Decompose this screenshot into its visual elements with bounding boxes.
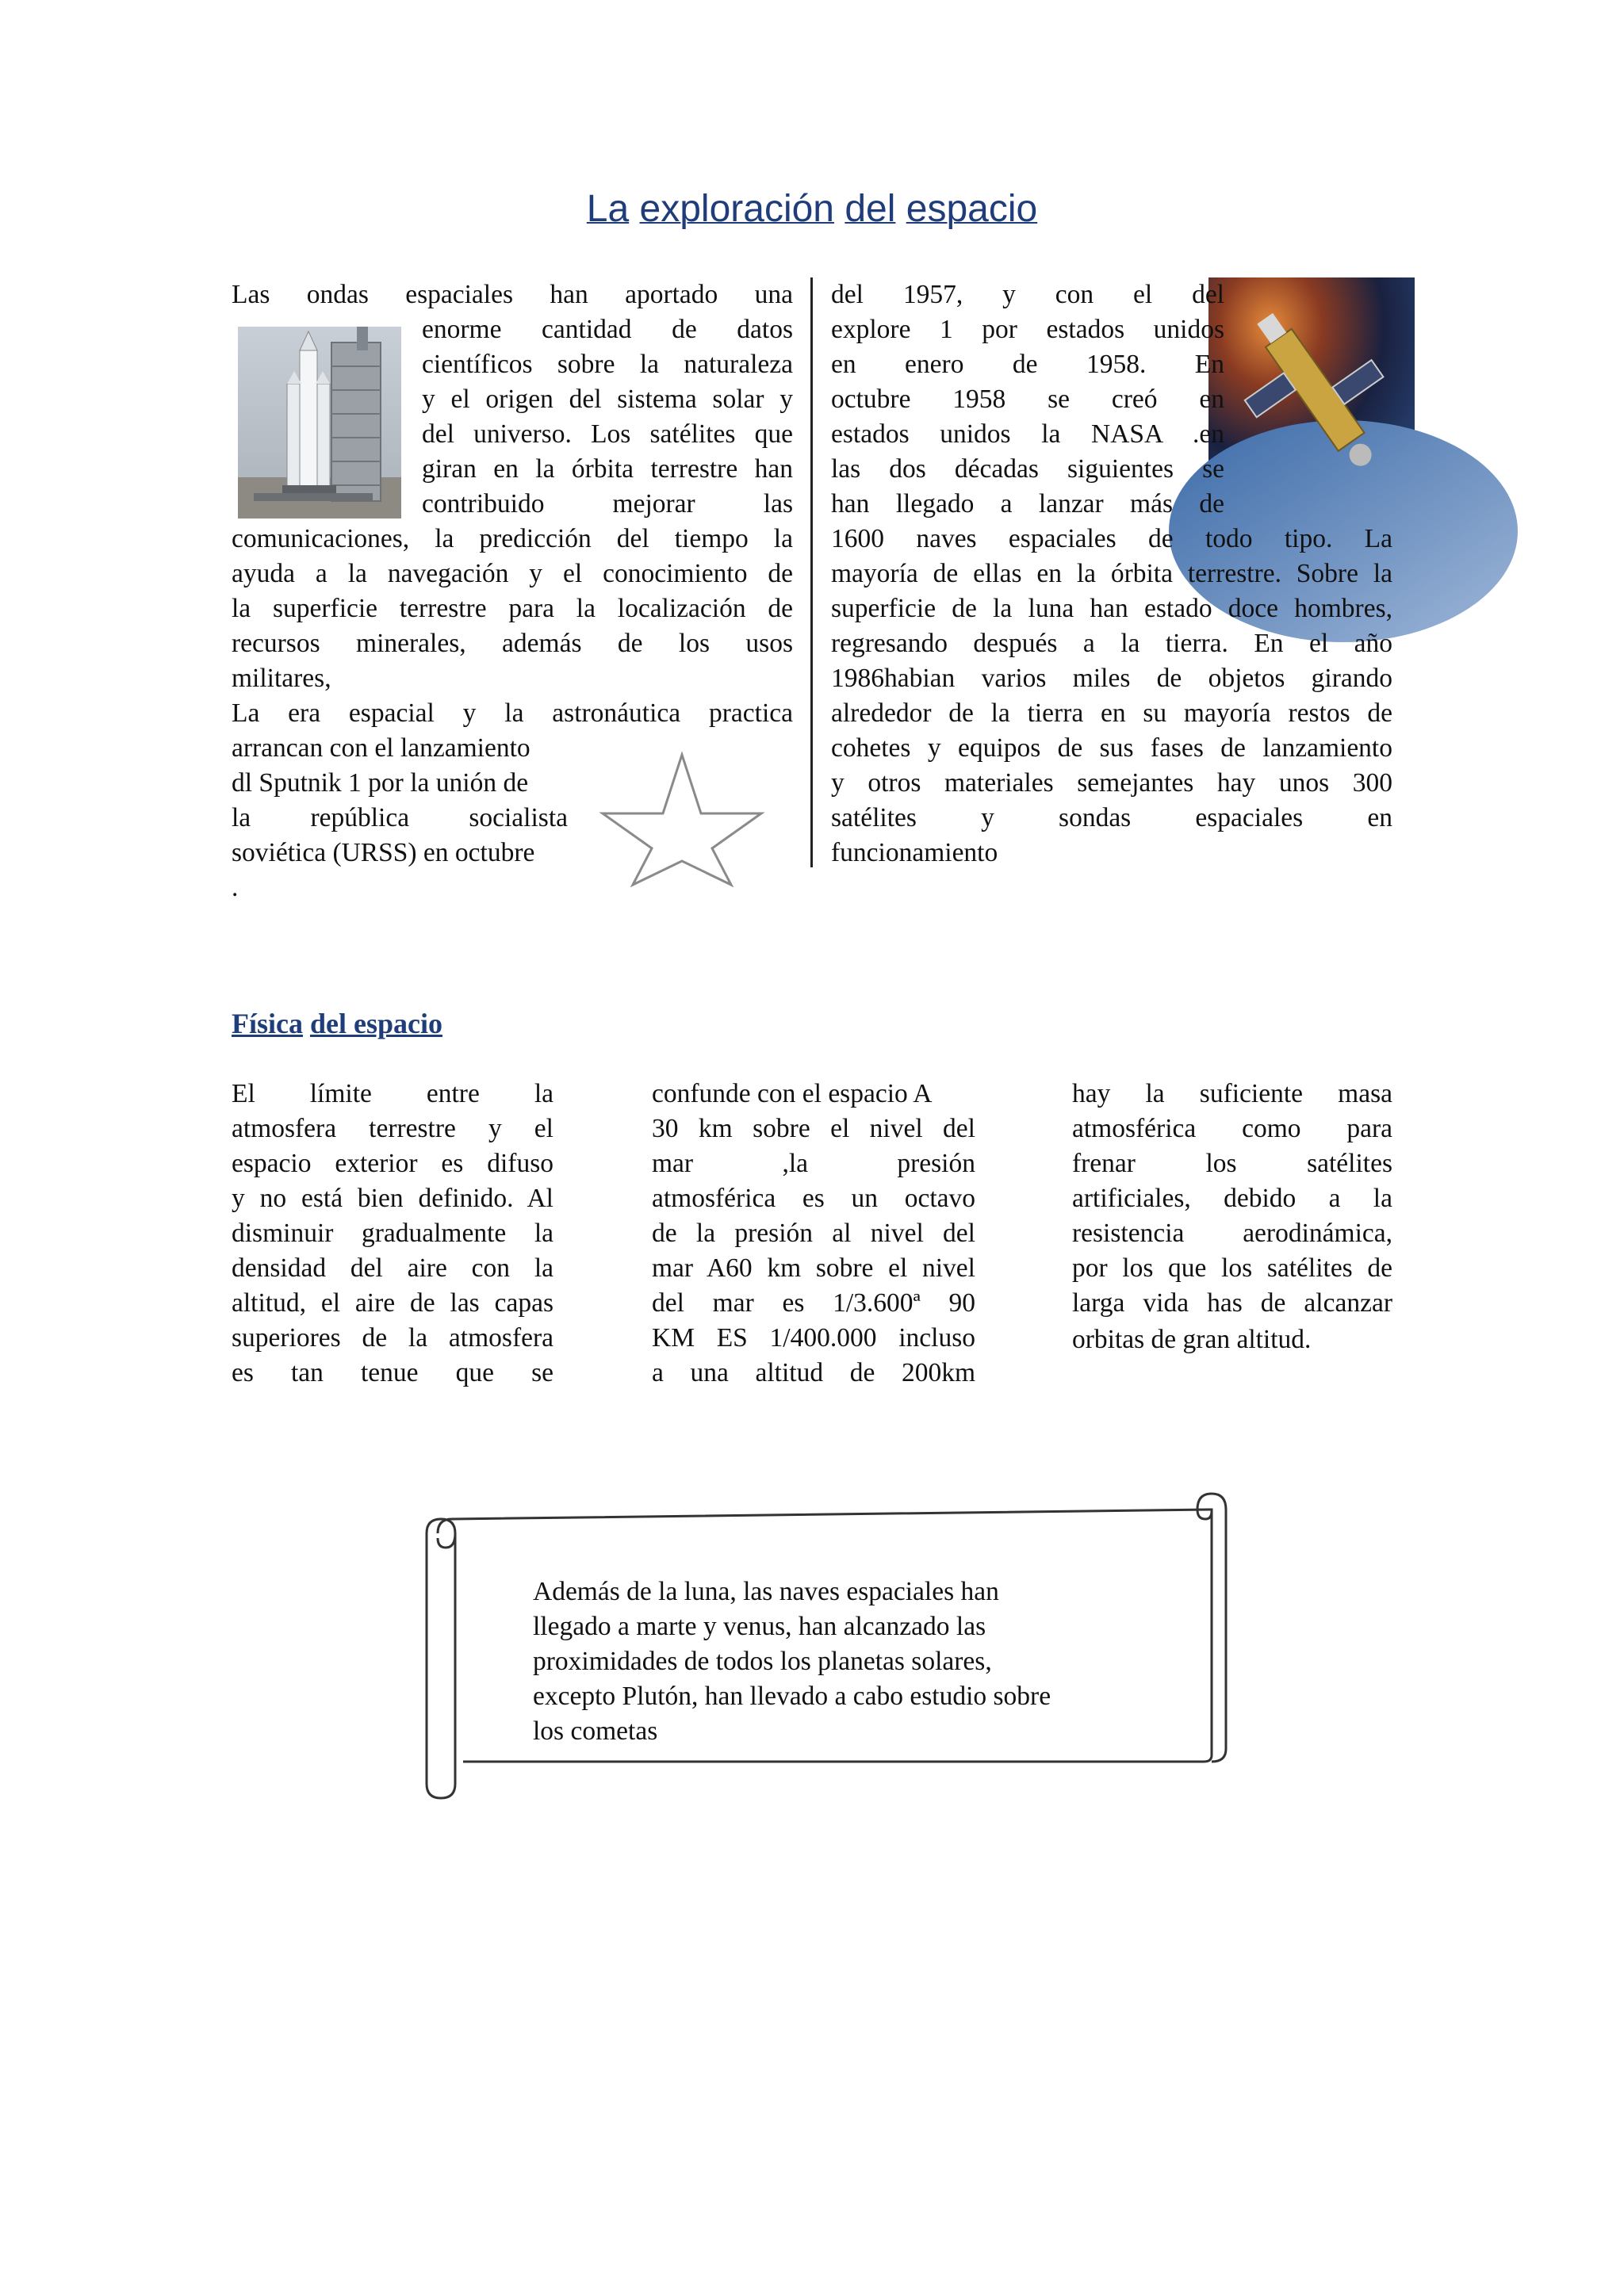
heading-word: Física (232, 1008, 303, 1039)
text-line: explore 1 por estados unidos (831, 315, 1224, 344)
text-line: a una altitud de 200km (652, 1358, 975, 1387)
text-line: del universo. Los satélites que (422, 419, 793, 449)
physics-column-1 (232, 1077, 553, 1394)
text-line: artificiales, debido a la (1072, 1184, 1392, 1213)
text-line: de la presión al nivel del (652, 1219, 975, 1248)
text-line: confunde con el espacio A (652, 1079, 933, 1108)
text-line: Las ondas espaciales han aportado una (232, 280, 793, 309)
text-line: la república socialista (232, 803, 568, 832)
text-line: larga vida has de alcanzar (1072, 1288, 1392, 1318)
text-line: 30 km sobre el nivel del (652, 1114, 975, 1143)
text-line: soviética (URSS) en octubre (232, 838, 535, 867)
text-line: atmosférica como para (1072, 1114, 1392, 1143)
text-line: densidad del aire con la (232, 1253, 553, 1283)
text-line: excepto Plutón, han llevado a cabo estudio sobre (533, 1682, 1051, 1711)
text-line: orbitas de gran altitud. (1072, 1325, 1312, 1354)
text-line: recursos minerales, además de los usos (232, 629, 793, 658)
text-line: llegado a marte y venus, han alcanzado las (533, 1612, 986, 1641)
text-line: estados unidos la NASA .en (831, 419, 1224, 449)
text-line: las dos décadas siguientes se (831, 454, 1224, 484)
text-line: disminuir gradualmente la (232, 1219, 553, 1248)
text-line: El límite entre la (232, 1079, 553, 1108)
text-line: los cometas (533, 1716, 658, 1746)
text-line: espacio exterior es difuso (232, 1149, 553, 1178)
text-line: comunicaciones, la predicción del tiempo la (232, 524, 793, 553)
text-line: contribuido mejorar las (422, 489, 793, 519)
text-line: superficie de la luna han estado doce hombres, (831, 594, 1392, 623)
text-line: mar ,la presión (652, 1149, 975, 1178)
text-line: 1986habian varios miles de objetos girando (831, 664, 1392, 693)
text-line: superiores de la atmosfera (232, 1323, 553, 1353)
page-title (0, 187, 1624, 231)
text-line: del 1957, y con el del (831, 280, 1224, 309)
physics-column-3 (1072, 1077, 1392, 1394)
text-line: cohetes y equipos de sus fases de lanzamiento (831, 733, 1392, 763)
text-line: alrededor de la tierra en su mayoría restos de (831, 698, 1392, 728)
text-line: atmosfera terrestre y el (232, 1114, 553, 1143)
title-word: exploración (639, 188, 834, 230)
text-line: y el origen del sistema solar y (422, 385, 793, 414)
section-heading (232, 1007, 442, 1040)
text-line: mar A60 km sobre el nivel (652, 1253, 975, 1283)
text-line: han llegado a lanzar más de (831, 489, 1224, 519)
text-line: Además de la luna, las naves espaciales han (533, 1577, 999, 1606)
text-line: es tan tenue que se (232, 1358, 553, 1387)
title-word: espacio (906, 188, 1038, 230)
text-line: dl Sputnik 1 por la unión de (232, 768, 529, 798)
text-line: frenar los satélites (1072, 1149, 1392, 1178)
text-line: militares, (232, 664, 331, 693)
text-line: mayoría de ellas en la órbita terrestre. Sobre la (831, 559, 1392, 588)
text-line: enorme cantidad de datos (422, 315, 793, 344)
text-line: científicos sobre la naturaleza (422, 350, 793, 379)
heading-word: del espacio (309, 1008, 442, 1039)
text-line: regresando después a la tierra. En el año (831, 629, 1392, 658)
text-line: funcionamiento (831, 838, 998, 867)
text-line: altitud, el aire de las capas (232, 1288, 553, 1318)
text-line: ayuda a la navegación y el conocimiento de (232, 559, 793, 588)
text-line: arrancan con el lanzamiento (232, 733, 530, 763)
star-shape (599, 752, 764, 888)
scroll-text (533, 1575, 1183, 1746)
text-line: KM ES 1/400.000 incluso (652, 1323, 975, 1353)
text-line: y no está bien definido. Al (232, 1184, 553, 1213)
text-line: la superficie terrestre para la localización de (232, 594, 793, 623)
text-line: atmosférica es un octavo (652, 1184, 975, 1213)
text-line: del mar es 1/3.600ª 90 (652, 1288, 975, 1318)
text-line: satélites y sondas espaciales en (831, 803, 1392, 832)
text-line: y otros materiales semejantes hay unos 300 (831, 768, 1392, 798)
text-line: La era espacial y la astronáutica practica (232, 698, 793, 728)
physics-column-2 (652, 1077, 975, 1394)
title-word: La (586, 188, 630, 230)
text-line: octubre 1958 se creó en (831, 385, 1224, 414)
text-line: proximidades de todos los planetas solares, (533, 1647, 992, 1676)
text-line: . (232, 873, 239, 902)
text-line: giran en la órbita terrestre han (422, 454, 793, 484)
text-line: hay la suficiente masa (1072, 1079, 1392, 1108)
text-line: 1600 naves espaciales de todo tipo. La (831, 524, 1392, 553)
text-line: en enero de 1958. En (831, 350, 1224, 379)
column-divider (810, 277, 813, 867)
title-word: del (845, 188, 896, 230)
text-line: por los que los satélites de (1072, 1253, 1392, 1283)
text-line: resistencia aerodinámica, (1072, 1219, 1392, 1248)
intro-column-right (831, 277, 1392, 872)
